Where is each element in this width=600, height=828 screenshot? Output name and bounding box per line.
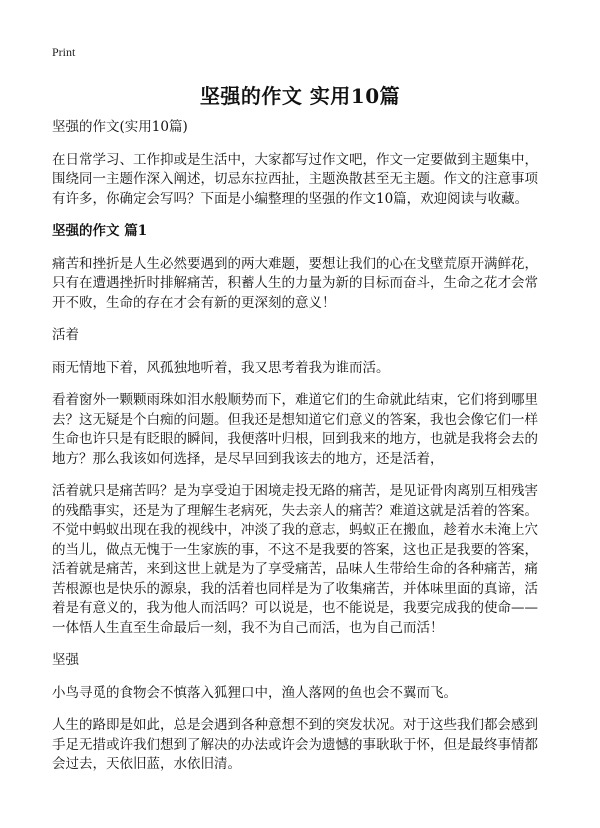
paragraph-4: 活着就只是痛苦吗？是为享受迫于困境走投无路的痛苦，是见证骨肉离别互相残害的残酷事实，还是为了理解生老病死，失去亲人的痛苦？难道这就是活着的答案。不觉中蚂蚁出现在我的视线中，冲淡了我的意志，蚂蚁正在搬血，趁着水未淹上穴的当儿，做点无愧于一生家族的事，不这不是我要的答案，这也正是我要的答案，活着就是痛苦，来到这世上就是为了享受痛苦，品味人生带给生命的各种痛苦，痛苦根源也是快乐的源泉，我的活着也同样是为了收集痛苦，并体味里面的真谛，活着是有意义的，我为他人而活吗？可以说是，也不能说是，我要完成我的使命——一体悟人生直至生命最后一刻，我不为自己而活，也为自己而活！ — [52, 483, 538, 636]
paragraph-3: 看着窗外一颗颗雨珠如泪水般顺势而下，难道它们的生命就此结束，它们将到哪里去？这无疑是个白痴的问题。但我还是想知道它们意义的答案，我也会像它们一样生命也许只是有眨眼的瞬间，我便落叶归根，回到我来的地方，也就是我将会去的地方？那么我该如何选择，是尽早回到我该去的地方，还是活着， — [52, 392, 538, 467]
label-jianqiang: 坚强 — [52, 652, 79, 668]
print-link[interactable]: Print — [52, 45, 76, 59]
section-heading-1: 坚强的作文 篇1 — [52, 223, 148, 239]
page-title: 坚强的作文 实用10篇 — [199, 84, 401, 108]
document-body — [52, 118, 548, 788]
paragraph-1: 痛苦和挫折是人生必然要遇到的两大难题，要想让我们的心在戈壁荒原开满鲜花，只有在遭遇挫折时排解痛苦，积蓄人生的力量为新的目标而奋斗，生命之花才会常开不败，生命的存在才会有新的更深刻的意义！ — [52, 255, 538, 311]
document-subtitle: 坚强的作文(实用10篇) — [52, 119, 188, 135]
paragraph-6: 人生的路即是如此，总是会遇到各种意想不到的突发状况。对于这些我们都会感到手足无措或许我们想到了解决的办法或许会为遗憾的事耿耿于怀，但是最终事情都会过去，天依旧蓝，水依旧清。 — [52, 717, 538, 772]
paragraph-5: 小鸟寻觅的食物会不慎落入狐狸口中，渔人落网的鱼也会不翼而飞。 — [52, 684, 457, 701]
paragraph-2: 雨无情地下着，风孤独地听着，我又思考着我为谁而活。 — [52, 359, 390, 376]
label-huozhe: 活着 — [52, 327, 79, 343]
intro-paragraph: 在日常学习、工作抑或是生活中，大家都写过作文吧，作文一定要做到主题集中，围绕同一主题作深入阐述，切忌东拉西扯，主题涣散甚至无主题。作文的注意事项有许多，你确定会写吗？下面是小编整理的坚强的作文10篇，欢迎阅读与收藏。 — [52, 151, 538, 207]
